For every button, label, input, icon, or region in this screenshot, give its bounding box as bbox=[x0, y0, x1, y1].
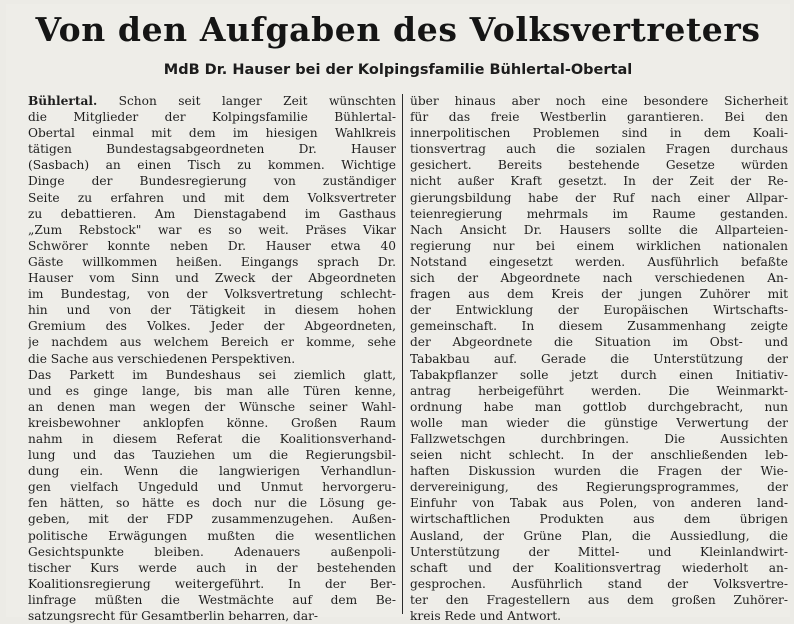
article-text-line: der Entwicklung der Europäischen Wirtschafts- bbox=[410, 303, 788, 318]
article-subheadline: MdB Dr. Hauser bei der Kolpingsfamilie Bühlertal-Obertal bbox=[163, 62, 633, 78]
article-text-line: lung und das Tauziehen um die Regierungsbil- bbox=[28, 448, 396, 463]
article-text-line: satzungsrecht für Gesamtberlin beharren, dar- bbox=[28, 609, 319, 623]
column-divider bbox=[402, 94, 403, 614]
article-text-line: tätigen Bundestagsabgeordneten Dr. Hauser bbox=[28, 142, 396, 157]
article-text-line: Hauser vom Sinn und Zweck der Abgeordneten bbox=[28, 271, 396, 286]
article-text-line: im Bundestag, von der Volksvertretung schlecht- bbox=[28, 287, 396, 302]
article-text-line: nicht außer Kraft gesetzt. In der Zeit der Re- bbox=[410, 174, 788, 189]
article-text-line: dung ein. Wenn die langwierigen Verhandlun- bbox=[28, 464, 396, 479]
article-text-line: fen hätten, so hätte es doch nur die Lösung ge- bbox=[28, 496, 396, 511]
article-text-line: fragen aus dem Kreis der jungen Zuhörer mit bbox=[410, 287, 788, 302]
article-text-line: Bühlertal. Schon seit langer Zeit wünschten bbox=[28, 94, 396, 108]
article-text-line: gesichert. Bereits bestehende Gesetze würden bbox=[410, 158, 788, 173]
article-text-line: innerpolitischen Problemen sind in dem Koali- bbox=[410, 126, 788, 141]
article-text-line: (Sasbach) an einen Tisch zu kommen. Wichtige bbox=[28, 158, 396, 173]
article-text-line: nahm in diesem Referat die Koalitionsverhand- bbox=[28, 431, 396, 446]
article-text-line: der Abgeordnete die Situation im Obst- und bbox=[410, 335, 788, 350]
article-text-line: wirtschaftlichen Produkten aus dem übrigen bbox=[410, 512, 788, 527]
article-text-line: die Mitglieder der Kolpingsfamilie Bühlertal- bbox=[28, 110, 396, 125]
article-text-line: Gäste willkommen heißen. Eingangs sprach Dr. bbox=[28, 254, 396, 269]
article-text-line: Ausland, der Grüne Plan, die Aussiedlung, die bbox=[410, 528, 788, 543]
article-text-line: geben, mit der FDP zusammenzugehen. Außen- bbox=[28, 512, 396, 527]
article-text-line: an denen man wegen der Wünsche seiner Wahl- bbox=[28, 399, 396, 414]
article-text-line: dervereinigung, des Regierungsprogrammes, der bbox=[410, 480, 788, 495]
article-headline: Von den Aufgaben des Volksvertreters bbox=[35, 10, 761, 49]
article-text-line: Gesichtspunkte bleiben. Adenauers außenpoli- bbox=[28, 544, 396, 559]
article-column-1 bbox=[28, 93, 396, 624]
article-text-line: kreis Rede und Antwort. bbox=[410, 609, 562, 623]
article-text-line: antrag herbeigeführt werden. Die Weinmarkt- bbox=[410, 383, 788, 398]
article-text-line: Fallzwetschgen durchbringen. Die Aussichten bbox=[410, 431, 788, 446]
article-text-line: seien nicht schlecht. In der anschließenden leb- bbox=[410, 448, 788, 463]
article-text-line: tionsvertrag auch die sozialen Fragen durchaus bbox=[410, 142, 788, 157]
article-text-line: teienregierung mehrmals im Raume gestanden. bbox=[410, 206, 788, 221]
article-text-line: und es ginge lange, bis man alle Türen kenne, bbox=[28, 383, 396, 398]
article-text-line: tischer Kurs werde auch in der bestehenden bbox=[28, 560, 396, 575]
article-text-line: gesprochen. Ausführlich stand der Volksvertre- bbox=[410, 576, 788, 591]
article-text-line: hin und von der Tätigkeit in diesem hohen bbox=[28, 303, 396, 318]
article-text-line: Seite zu erfahren und mit dem Volksvertreter bbox=[28, 190, 396, 205]
article-text-line: ordnung habe man gottlob durchgebracht, nun bbox=[410, 399, 788, 414]
article-text-line: gemeinschaft. In diesem Zusammenhang zeigte bbox=[410, 319, 788, 334]
article-text-line: ter den Fragestellern aus dem großen Zuhörer- bbox=[410, 592, 788, 607]
article-text-line: zu debattieren. Am Dienstagabend im Gasthaus bbox=[28, 206, 396, 221]
article-text-line: Notstand eingesetzt werden. Ausführlich befaßte bbox=[410, 254, 788, 269]
article-text-line: Koalitionsregierung weitergeführt. In der Ber- bbox=[28, 576, 396, 591]
article-text-line: Schwörer konnte neben Dr. Hauser etwa 40 bbox=[28, 238, 396, 253]
article-text-line: kreisbewohner anklopfen könne. Großen Raum bbox=[28, 415, 396, 430]
article-text-line: „Zum Rebstock" war es so weit. Präses Vikar bbox=[28, 222, 396, 237]
article-text-line: Tabakbau auf. Gerade die Unterstützung der bbox=[410, 351, 788, 366]
article-text-line: linfrage müßten die Westmächte auf dem Be- bbox=[28, 592, 396, 607]
article-text-line: Dinge der Bundesregierung von zuständiger bbox=[28, 174, 396, 189]
article-text-line: die Sache aus verschiedenen Perspektiven. bbox=[28, 351, 296, 366]
article-column-2 bbox=[410, 93, 788, 624]
article-text-line: gen vielfach Ungeduld und Unmut hervorgeru- bbox=[28, 480, 396, 495]
article-text-line: Nach Ansicht Dr. Hausers sollte die Allparteien- bbox=[410, 222, 788, 237]
article-text-line: Einfuhr von Tabak aus Polen, von anderen land- bbox=[410, 496, 788, 511]
newspaper-clipping bbox=[6, 4, 790, 623]
article-text-line: haften Diskussion wurden die Fragen der Wie- bbox=[410, 464, 788, 479]
article-text-line: sich der Abgeordnete nach verschiedenen An- bbox=[410, 271, 788, 286]
article-text-line: für das freie Westberlin garantieren. Bei den bbox=[410, 110, 788, 125]
article-text-line: Tabakpflanzer solle jetzt durch einen Initiativ- bbox=[410, 367, 788, 382]
article-text-line: schaft und der Koalitionsvertrag wiederholt an- bbox=[410, 560, 788, 575]
article-text-line: über hinaus aber noch eine besondere Sicherheit bbox=[410, 94, 788, 108]
article-text-line: je nachdem aus welchem Bereich er komme, sehe bbox=[28, 335, 396, 350]
article-text-line: Gremium des Volkes. Jeder der Abgeordneten, bbox=[28, 319, 396, 334]
article-text-line: wolle man wieder die günstige Verwertung der bbox=[410, 415, 788, 430]
article-text-line: Das Parkett im Bundeshaus sei ziemlich glatt, bbox=[28, 367, 396, 382]
article-dateline: Bühlertal. bbox=[28, 94, 98, 108]
article-text-line: Unterstützung der Mittel- und Kleinlandwirt- bbox=[410, 544, 788, 559]
article-text-line: politische Erwägungen mußten die wesentlichen bbox=[28, 528, 396, 543]
article-text-line: Obertal einmal mit dem im hiesigen Wahlkreis bbox=[28, 126, 396, 141]
article-text-line: regierung nur bei einem wirklichen nationalen bbox=[410, 238, 788, 253]
article-text-line: gierungsbildung habe der Ruf nach einer Allpar- bbox=[410, 190, 788, 205]
